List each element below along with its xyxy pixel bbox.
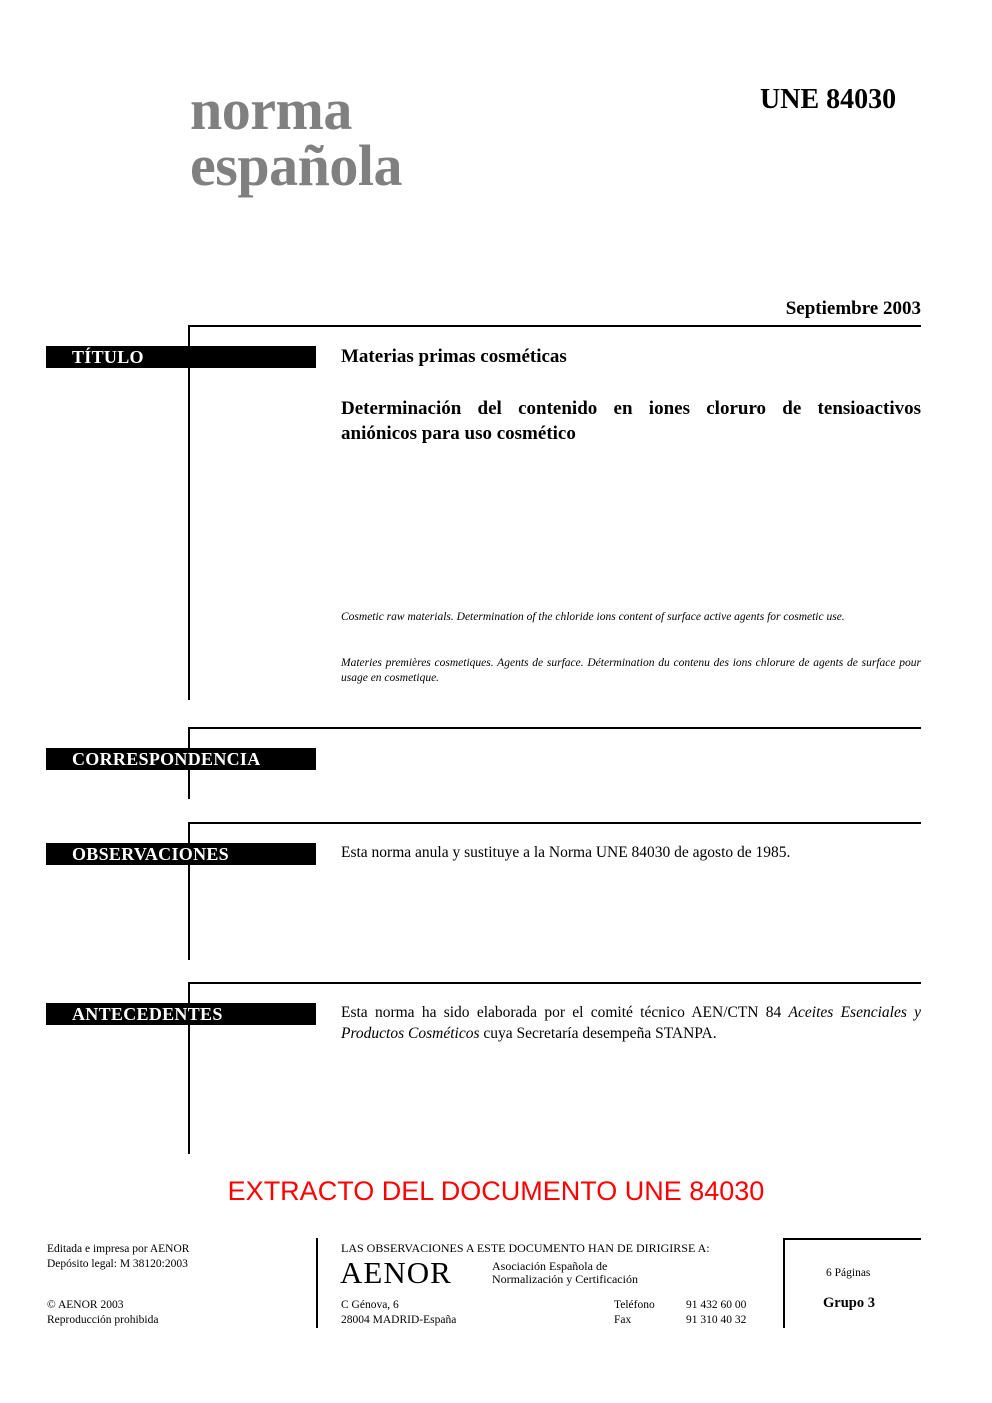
- brand-line-1: norma: [190, 77, 352, 142]
- section-label-correspondencia: CORRESPONDENCIA: [46, 748, 316, 770]
- antecedentes-text: [341, 1002, 921, 1044]
- footer-copyright: © AENOR 2003: [47, 1299, 124, 1311]
- vertical-rule-titulo: [188, 325, 190, 700]
- page-count: 6 Páginas: [826, 1267, 871, 1279]
- divider-correspondencia: [188, 727, 921, 729]
- standard-code: UNE 84030: [760, 84, 897, 115]
- divider-observaciones: [188, 822, 921, 824]
- footer-deposit: Depósito legal: M 38120:2003: [47, 1258, 188, 1270]
- phone-number: 91 432 60 00: [686, 1299, 747, 1311]
- footer-box-top: [783, 1238, 921, 1240]
- divider-titulo: [188, 325, 921, 327]
- aenor-association: [492, 1260, 638, 1286]
- footer-address: [341, 1298, 456, 1328]
- publication-date: Septiembre 2003: [785, 298, 921, 319]
- footer-edited: Editada e impresa por AENOR: [47, 1243, 190, 1255]
- extract-watermark: EXTRACTO DEL DOCUMENTO UNE 84030: [227, 1176, 765, 1206]
- address-line-2: 28004 MADRID-España: [341, 1314, 457, 1326]
- document-subtitle: Determinación del contenido en iones cloruro de tensioactivos aniónicos para uso cosmético: [341, 398, 921, 444]
- address-line-1: C Génova, 6: [341, 1299, 399, 1311]
- price-group: Grupo 3: [823, 1295, 875, 1311]
- footer-contact-heading: LAS OBSERVACIONES A ESTE DOCUMENTO HAN DE DIRIGIRSE A:: [341, 1241, 710, 1255]
- document-title: Materias primas cosméticas: [341, 346, 567, 367]
- footer-reproduction: Reproducción prohibida: [47, 1314, 159, 1326]
- footer-rights: [47, 1298, 158, 1328]
- section-label-antecedentes: ANTECEDENTES: [46, 1003, 316, 1025]
- section-label-observaciones: OBSERVACIONES: [46, 843, 316, 865]
- antecedentes-text-end: cuya Secretaría desempeña STANPA.: [479, 1025, 717, 1042]
- assoc-line-1: Asociación Española de: [492, 1259, 608, 1273]
- footer-divider-left: [316, 1238, 318, 1328]
- footer-publisher: [47, 1242, 189, 1272]
- brand-line-2: española: [190, 133, 402, 198]
- french-title: Materies premières cosmetiques. Agents de surface. Détermination du contenu des ions chlorure de agents de surface pour usage en cosmetique.: [341, 657, 921, 684]
- footer-contact-numbers: [686, 1298, 746, 1328]
- aenor-logo: AENOR: [340, 1255, 452, 1290]
- antecedentes-text-start: Esta norma ha sido elaborada por el comité técnico AEN/CTN 84: [341, 1004, 789, 1021]
- assoc-line-2: Normalización y Certificación: [492, 1272, 638, 1286]
- norma-espanola-brand: [190, 77, 402, 198]
- footer-contact-labels: [614, 1298, 655, 1328]
- divider-antecedentes: [188, 982, 921, 984]
- antecedentes-committee-name: Aceites Esenciales y Productos Cosméticos: [341, 1004, 922, 1042]
- fax-label: Fax: [614, 1314, 632, 1326]
- english-title: Cosmetic raw materials. Determination of the chloride ions content of surface active agents for cosmetic use.: [341, 611, 845, 623]
- phone-label: Teléfono: [614, 1299, 655, 1311]
- fax-number: 91 310 40 32: [686, 1314, 747, 1326]
- footer-box-left: [783, 1238, 785, 1328]
- observaciones-text: Esta norma anula y sustituye a la Norma UNE 84030 de agosto de 1985.: [341, 844, 791, 861]
- section-label-titulo: TÍTULO: [46, 346, 316, 368]
